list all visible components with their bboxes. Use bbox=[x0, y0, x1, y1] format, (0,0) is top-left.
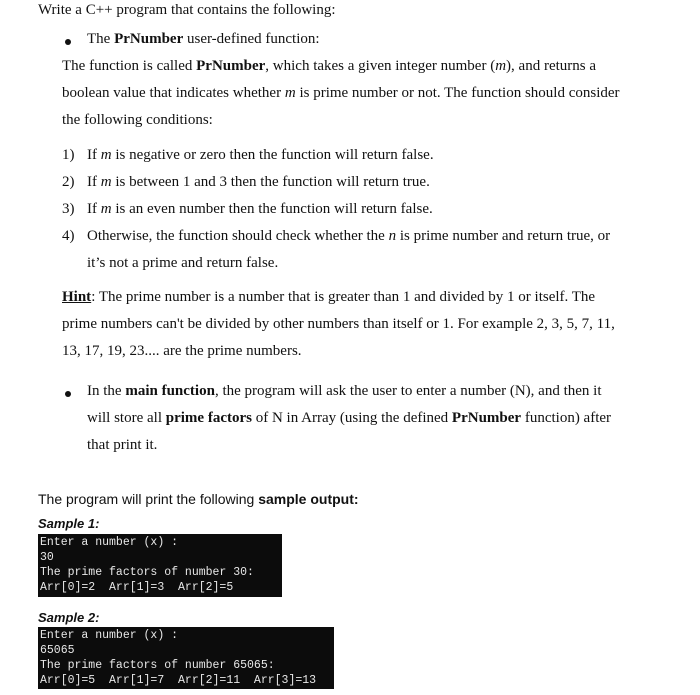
console-line: The prime factors of number 65065: bbox=[40, 659, 275, 672]
hint-line3: 13, 17, 19, 23.... are the prime numbers. bbox=[62, 343, 302, 359]
condition-number: 4) bbox=[62, 228, 75, 244]
console-line: The prime factors of number 30: bbox=[40, 566, 254, 579]
condition-text: If m is negative or zero then the function will return false. bbox=[87, 147, 434, 163]
condition-number: 1) bbox=[62, 147, 75, 163]
condition-text: If m is an even number then the function will return false. bbox=[87, 201, 433, 217]
bullet2-line2: will store all prime factors of N in Array (using the defined PrNumber function) after bbox=[87, 410, 612, 426]
sample1-label: Sample 1: bbox=[38, 516, 100, 531]
condition-text: Otherwise, the function should check whether the n is prime number and return true, or bbox=[87, 228, 611, 244]
hint-line2: prime numbers can't be divided by other numbers than itself or 1. For example 2, 3, 5, 7, 11, bbox=[62, 316, 615, 332]
bullet2-line1: In the main function, the program will ask the user to enter a number (N), and then it bbox=[87, 383, 602, 399]
condition-text-continued: it’s not a prime and return false. bbox=[87, 255, 279, 271]
console-line: Arr[0]=2 Arr[1]=3 Arr[2]=5 bbox=[40, 581, 234, 594]
bullet2-line3: that print it. bbox=[87, 437, 158, 453]
bullet1-text: The PrNumber user-defined function: bbox=[87, 31, 320, 47]
bullet-dot bbox=[65, 391, 71, 397]
hint-label: Hint bbox=[62, 289, 92, 305]
para1-line3: the following conditions: bbox=[62, 112, 213, 128]
console-line: 30 bbox=[40, 551, 54, 564]
console-line: 65065 bbox=[40, 644, 75, 657]
sample1-console bbox=[38, 534, 282, 597]
hint-line1: Hint: The prime number is a number that is greater than 1 and divided by 1 or itself. The bbox=[62, 289, 596, 305]
para1-line1: The function is called PrNumber, which takes a given integer number (m), and returns a bbox=[62, 58, 597, 74]
output-intro: The program will print the following sample output: bbox=[38, 491, 359, 507]
condition-number: 2) bbox=[62, 174, 75, 190]
sample2-console bbox=[38, 627, 334, 689]
console-line: Enter a number (x) : bbox=[40, 629, 179, 642]
condition-text: If m is between 1 and 3 then the function will return true. bbox=[87, 174, 430, 190]
intro-text: Write a C++ program that contains the following: bbox=[38, 2, 336, 18]
para1-line2: boolean value that indicates whether m is prime number or not. The function should consider bbox=[62, 85, 620, 101]
bullet-dot bbox=[65, 39, 71, 45]
console-line: Enter a number (x) : bbox=[40, 536, 179, 549]
sample2-label: Sample 2: bbox=[38, 610, 100, 625]
console-line: Arr[0]=5 Arr[1]=7 Arr[2]=11 Arr[3]=13 bbox=[40, 674, 317, 687]
condition-number: 3) bbox=[62, 201, 75, 217]
